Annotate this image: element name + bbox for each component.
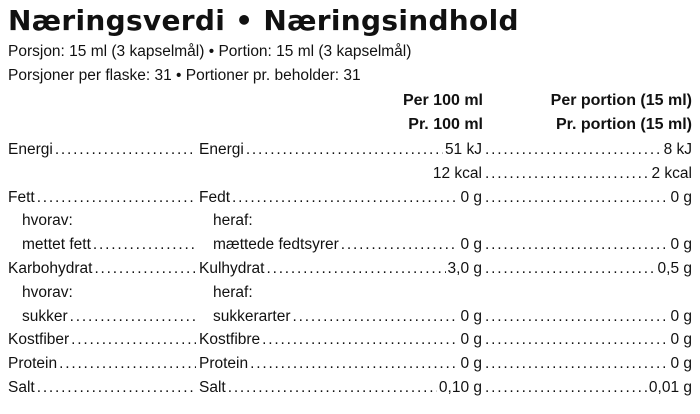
table-row <box>8 233 692 257</box>
label-no <box>8 328 198 352</box>
dot-leader <box>266 257 445 281</box>
label-da <box>199 233 482 257</box>
per-portion-value: 0,01 g <box>648 378 692 396</box>
label-no-label: hvorav: <box>22 212 73 230</box>
per-portion-value: 0 g <box>670 307 692 325</box>
table-row <box>8 186 692 210</box>
dot-leader <box>341 233 459 257</box>
page-title: Næringsverdi • Næringsindhold <box>8 4 519 37</box>
label-no-label: Energi <box>8 141 53 158</box>
dot-leader <box>485 352 668 376</box>
per-portion <box>483 328 692 352</box>
table-row <box>8 257 692 281</box>
label-no <box>8 257 198 281</box>
table-row <box>8 328 692 352</box>
label-da-value: 51 kJ <box>444 141 482 158</box>
label-no <box>8 376 198 400</box>
label-da-label: Fedt <box>199 188 231 206</box>
dot-leader <box>485 257 656 281</box>
label-da-label: heraf: <box>213 212 253 230</box>
label-no-label: sukker <box>22 307 68 325</box>
label-no <box>8 186 198 210</box>
column-header-per-100ml <box>403 89 483 137</box>
label-no-label: Kostfiber <box>8 331 70 349</box>
dot-leader <box>485 305 668 329</box>
label-da-value: 0,10 g <box>438 378 482 396</box>
label-da <box>199 209 482 233</box>
label-no <box>8 233 198 257</box>
dot-leader <box>228 376 437 400</box>
label-da-value: 0 g <box>460 331 482 349</box>
per-portion <box>483 233 692 257</box>
per-portion-value: 8 kJ <box>663 141 692 158</box>
label-da <box>199 138 482 162</box>
dot-leader <box>37 186 196 210</box>
table-row <box>8 281 692 305</box>
per-portion <box>483 186 692 210</box>
table-row <box>8 138 692 162</box>
table-row <box>8 162 692 186</box>
label-da <box>199 376 482 400</box>
dot-leader <box>232 186 458 210</box>
dot-leader <box>246 138 443 162</box>
label-no-label: Karbohydrat <box>8 259 93 277</box>
per-portion-value: 0 g <box>670 236 692 254</box>
label-no <box>8 138 198 162</box>
label-da-label: Protein <box>199 355 249 373</box>
per-portion <box>483 352 692 376</box>
per-portion <box>483 162 692 186</box>
nutrition-table <box>8 138 692 400</box>
label-da <box>199 281 482 305</box>
label-no <box>8 209 198 233</box>
column-header-per-100ml-no: Per 100 ml <box>402 92 483 109</box>
serving-size: Porsjon: 15 ml (3 kapselmål) • Portion: 15 ml (3 kapselmål) <box>8 43 412 60</box>
column-header-per-portion-da: Pr. portion (15 ml) <box>555 116 692 133</box>
label-no <box>8 352 198 376</box>
label-da-label: Salt <box>199 378 226 396</box>
per-portion-value: 2 kcal <box>651 164 692 182</box>
table-row <box>8 305 692 329</box>
per-portion-value: 0 g <box>670 331 692 349</box>
label-da-label: Kulhydrat <box>199 259 265 277</box>
label-da-value: 0 g <box>460 355 482 373</box>
label-no <box>8 305 198 329</box>
value-per-100ml-text: 12 kcal <box>432 164 482 182</box>
label-da <box>199 328 482 352</box>
column-header-per-portion <box>551 89 692 137</box>
per-portion <box>483 305 692 329</box>
dot-leader <box>250 352 458 376</box>
label-da-label: Energi <box>199 141 244 158</box>
label-da-label: Kostfibre <box>199 331 261 349</box>
dot-leader <box>485 233 668 257</box>
per-portion <box>483 138 692 162</box>
nutrition-label <box>8 0 692 414</box>
label-da-label: sukkerarter <box>213 307 291 325</box>
label-no-label: Salt <box>8 378 35 396</box>
dot-leader <box>293 305 459 329</box>
label-da-value: 3,0 g <box>447 259 482 277</box>
per-portion-value: 0 g <box>670 188 692 206</box>
label-no-label: Protein <box>8 355 58 373</box>
label-da-label: mættede fedtsyrer <box>213 236 339 254</box>
table-row <box>8 376 692 400</box>
label-da <box>199 305 482 329</box>
table-row <box>8 209 692 233</box>
dot-leader <box>485 328 668 352</box>
column-header-per-portion-no: Per portion (15 ml) <box>550 92 692 109</box>
label-da <box>199 257 482 281</box>
per-portion-value: 0,5 g <box>657 259 692 277</box>
label-no-label: hvorav: <box>22 283 73 301</box>
servings-per-container: Porsjoner per flaske: 31 • Portioner pr. beholder: 31 <box>8 67 361 84</box>
label-no <box>8 281 198 305</box>
dot-leader <box>59 352 196 376</box>
dot-leader <box>70 305 196 329</box>
label-da-label: heraf: <box>213 283 253 301</box>
label-da-value: 0 g <box>460 188 482 206</box>
label-da <box>199 186 482 210</box>
dot-leader <box>485 376 647 400</box>
label-no-label: mettet fett <box>22 236 91 254</box>
dot-leader <box>93 233 196 257</box>
table-row <box>8 352 692 376</box>
dot-leader <box>485 162 650 186</box>
label-da <box>199 352 482 376</box>
column-header-per-100ml-da: Pr. 100 ml <box>408 116 483 133</box>
dot-leader <box>55 138 196 162</box>
label-da-value: 0 g <box>460 307 482 325</box>
dot-leader <box>262 328 458 352</box>
label-no-label: Fett <box>8 188 35 206</box>
dot-leader <box>94 257 196 281</box>
dot-leader <box>485 186 668 210</box>
per-portion <box>483 257 692 281</box>
label-da-value: 0 g <box>460 236 482 254</box>
per-portion <box>483 376 692 400</box>
per-portion-value: 0 g <box>670 355 692 373</box>
dot-leader <box>485 138 662 162</box>
dot-leader <box>37 376 196 400</box>
value-per-100ml <box>199 162 482 186</box>
dot-leader <box>71 328 196 352</box>
